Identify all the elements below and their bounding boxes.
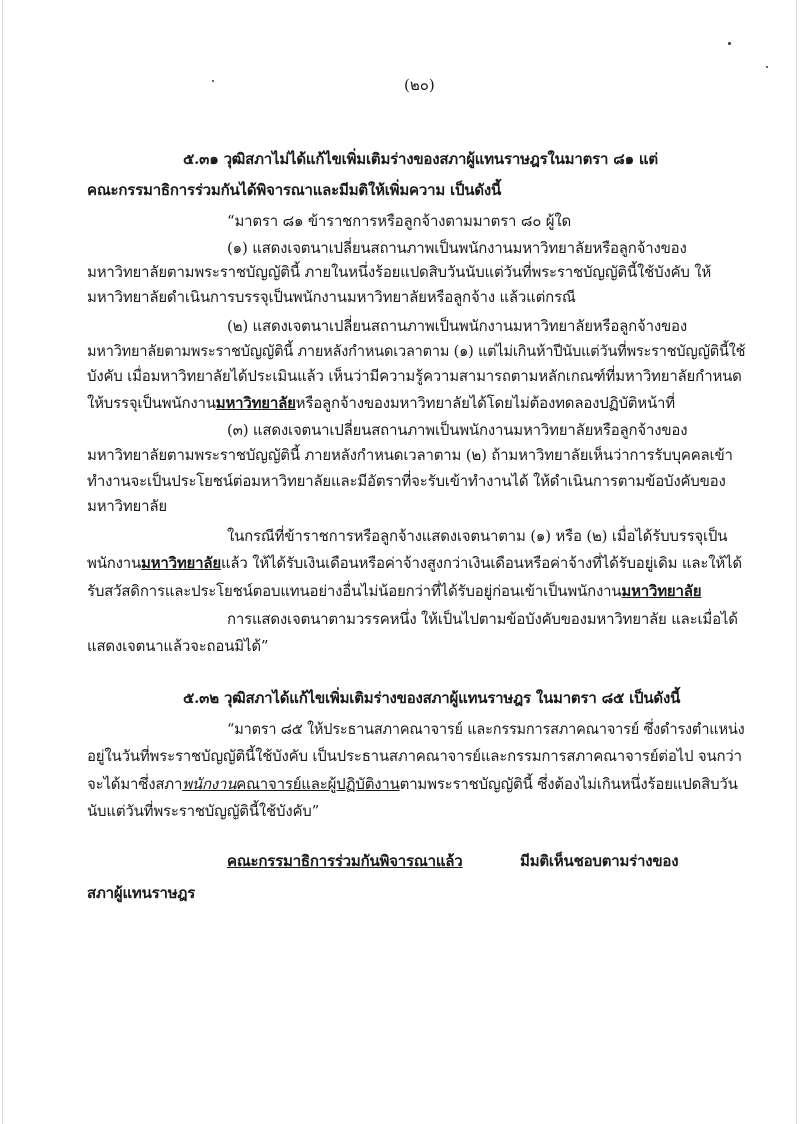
inserted-word-university: มหาวิทยาลัย [141, 554, 221, 572]
item-3-line: มหาวิทยาลัย [87, 497, 167, 515]
paragraph-text: รับสวัสดิการและประโยชน์ตอบแทนอย่างอื่นไม่น้อยกว่าที่ได้รับอยู่ก่อนเข้าเป็นพนักงาน [87, 582, 622, 600]
committee-opinion: มีมติเห็นชอบตามร่างของ [520, 852, 679, 870]
inserted-word-university: มหาวิทยาลัย [621, 582, 702, 600]
section-531-heading-cont: คณะกรรมาธิการร่วมกันได้พิจารณาและมีมติให้เพิ่มความ เป็นดังนี้ [87, 181, 502, 199]
item-2-line: บังคับ เมื่อมหาวิทยาลัยได้ประเมินแล้ว เห็นว่ามีความรู้ความสามารถตามหลักเกณฑ์ที่มหาวิทยาลัยกำหนด [87, 367, 742, 385]
house-of-representatives: สภาผู้แทนราษฎร [87, 884, 196, 902]
item-2-line: มหาวิทยาลัยตามพระราชบัญญัตินี้ ภายหลังกำหนดเวลาตาม (๑) แต่ไม่เกินห้าปีนับแต่วันที่พระราชบัญญัตินี้ใช้ [87, 342, 746, 360]
paragraph-text: แล้ว ให้ได้รับเงินเดือนหรือค่าจ้างสูงกว่าเงินเดือนหรือค่าจ้างที่ได้รับอยู่เดิม และให้ได้ [220, 554, 742, 572]
section-532-heading: ๕.๓๒ วุฒิสภาได้แก้ไขเพิ่มเติมร่างของสภาผู้แทนราษฎร ในมาตรา ๘๕ เป็นดังนี้ [183, 689, 681, 707]
page-number: (๒๐) [404, 76, 435, 94]
amended-word: พนักงาน [182, 775, 237, 793]
paragraph-line [87, 581, 701, 601]
article-85-line: “มาตรา ๘๕ ให้ประธานสภาคณาจารย์ และกรรมการสภาคณาจารย์ ซึ่งดำรงตำแหน่ง [227, 720, 745, 738]
scan-edge-right [796, 0, 797, 1124]
article-81-intro: “มาตรา ๘๑ ข้าราชการหรือลูกจ้างตามมาตรา ๘๐ ผู้ใด [227, 212, 571, 230]
item-1-line: มหาวิทยาลัยดำเนินการบรรจุเป็นพนักงานมหาวิทยาลัยหรือลูกจ้าง แล้วแต่กรณี [87, 288, 576, 306]
paragraph-line [87, 553, 742, 573]
article-85-line: นับแต่วันที่พระราชบัญญัตินี้ใช้บังคับ” [87, 802, 320, 820]
scan-speck [728, 42, 731, 45]
paragraph-text: พนักงาน [87, 554, 142, 572]
item-3-line: มหาวิทยาลัยตามพระราชบัญญัตินี้ ภายหลังกำหนดเวลาตาม (๒) ถ้ามหาวิทยาลัยเห็นว่าการรับบุคคลเข้า [87, 446, 733, 464]
item-3-line: (๓) แสดงเจตนาเปลี่ยนสถานภาพเป็นพนักงานมหาวิทยาลัยหรือลูกจ้างของ [227, 421, 688, 439]
amended-phrase: คณาจารย์และผู้ปฏิบัติงาน [236, 775, 400, 793]
item-1-line: (๑) แสดงเจตนาเปลี่ยนสถานภาพเป็นพนักงานมหาวิทยาลัยหรือลูกจ้างของ [227, 239, 687, 257]
item-2-line [87, 393, 675, 413]
scan-edge-left [2, 0, 3, 1124]
item-2-text: หรือลูกจ้างของมหาวิทยาลัยได้โดยไม่ต้องทดลองปฏิบัติหน้าที่ [295, 394, 675, 412]
paragraph-2-line: การแสดงเจตนาตามวรรคหนึ่ง ให้เป็นไปตามข้อบังคับของมหาวิทยาลัย และเมื่อได้ [227, 610, 738, 628]
item-2-text: ให้บรรจุเป็นพนักงาน [87, 394, 216, 412]
article-85-line: อยู่ในวันที่พระราชบัญญัตินี้ใช้บังคับ เป็นประธานสภาคณาจารย์และกรรมการสภาคณาจารย์ต่อไป จนกว่า [87, 747, 742, 765]
article-85-text: จะได้มาซึ่งสภา [87, 775, 183, 793]
section-531-heading: ๕.๓๑ วุฒิสภาไม่ได้แก้ไขเพิ่มเติมร่างของสภาผู้แทนราษฎรในมาตรา ๘๑ แต่ [183, 150, 658, 168]
article-85-line [87, 774, 738, 794]
scan-speck [766, 66, 768, 68]
item-3-line: ทำงานจะเป็นประโยชน์ต่อมหาวิทยาลัยและมีอัตราที่จะรับเข้าทำงานได้ ให้ดำเนินการตามข้อบังคับของ [87, 472, 726, 490]
item-2-line: (๒) แสดงเจตนาเปลี่ยนสถานภาพเป็นพนักงานมหาวิทยาลัยหรือลูกจ้างของ [227, 317, 687, 335]
inserted-word-university: มหาวิทยาลัย [215, 394, 296, 412]
paragraph-line: ในกรณีที่ข้าราชการหรือลูกจ้างแสดงเจตนาตาม (๑) หรือ (๒) เมื่อได้รับบรรจุเป็น [227, 527, 728, 545]
item-1-line: มหาวิทยาลัยตามพระราชบัญญัตินี้ ภายในหนึ่งร้อยแปดสิบวันนับแต่วันที่พระราชบัญญัตินี้ใช้บังคับ ให้ [87, 263, 712, 281]
article-85-text: ตามพระราชบัญญัตินี้ ซึ่งต้องไม่เกินหนึ่งร้อยแปดสิบวัน [399, 775, 738, 793]
paragraph-2-line: แสดงเจตนาแล้วจะถอนมิได้” [87, 637, 269, 655]
scan-speck [212, 80, 214, 82]
committee-conclusion: คณะกรรมาธิการร่วมกันพิจารณาแล้ว [227, 852, 463, 870]
